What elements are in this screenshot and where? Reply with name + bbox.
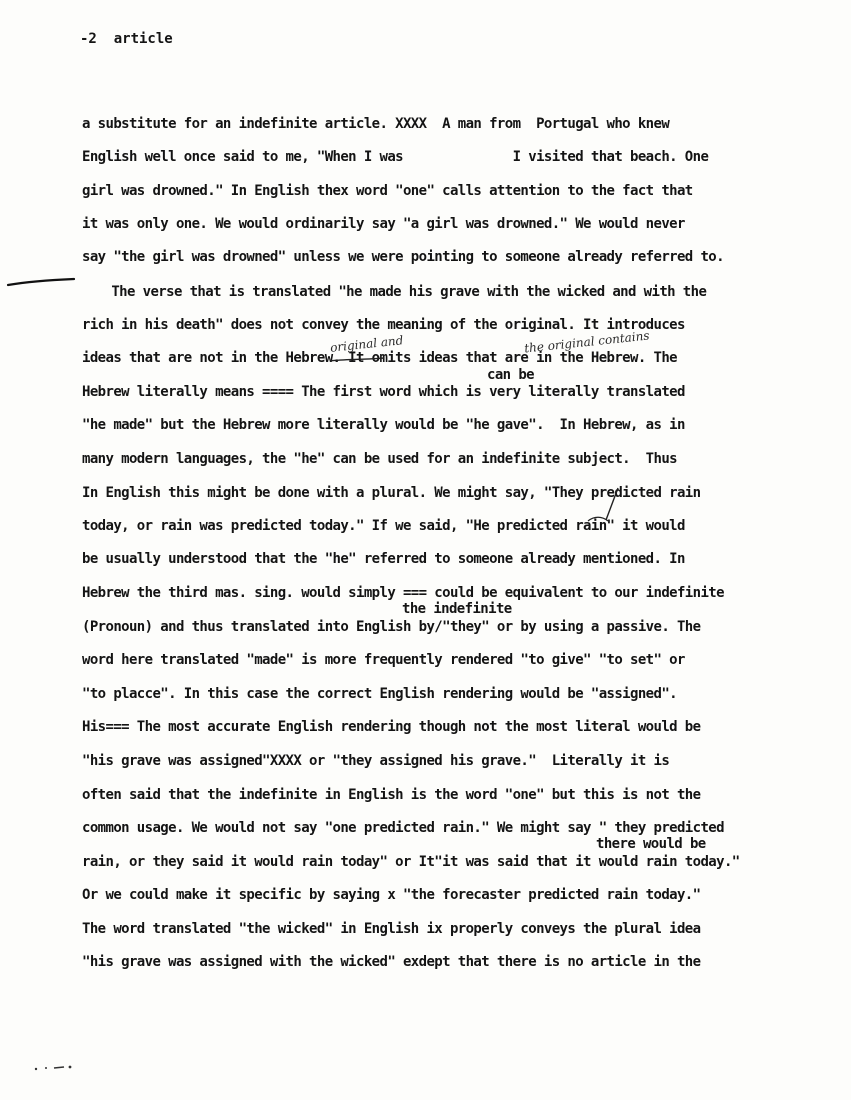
text-line-15: Hebrew the third mas. sing. would simply === could be equivalent to our indefinite <box>82 585 724 601</box>
text-line-9: Hebrew literally means ==== The first word which is very literally translated <box>82 384 685 400</box>
text-line-7: rich in his death" does not convey the meaning of the original. It introduces <box>82 317 685 333</box>
text-line-14: be usually understood that the "he" referred to someone already mentioned. In <box>82 551 685 567</box>
text-line-4: it was only one. We would ordinarily say "a girl was drowned." We would never <box>82 216 685 232</box>
text-line-10: "he made" but the Hebrew more literally would be "he gave". In Hebrew, as in <box>82 417 685 433</box>
text-line-20: "his grave was assigned"XXXX or "they assigned his grave." Literally it is <box>82 753 670 769</box>
handwritten-note-original-and: original and <box>329 333 404 355</box>
text-line-23: rain, or they said it would rain today" or It"it was said that it would rain today." <box>82 854 740 870</box>
text-line-13: today, or rain was predicted today." If we said, "He predicted rain" it would <box>82 518 685 534</box>
scan-specks <box>30 1062 80 1074</box>
text-line-6: The verse that is translated "he made his grave with the wicked and with the <box>80 284 707 300</box>
text-line-25: The word translated "the wicked" in English ix properly conveys the plural idea <box>82 921 701 937</box>
text-line-18: "to placce". In this case the correct English rendering would be "assigned". <box>82 686 677 702</box>
insertion-there-would-be: there would be <box>596 836 706 852</box>
text-line-12: In English this might be done with a plural. We might say, "They predicted rain <box>82 485 701 501</box>
text-line-21: often said that the indefinite in English is the word "one" but this is not the <box>82 787 701 803</box>
text-line-16: (Pronoun) and thus translated into English by/"they" or by using a passive. The <box>82 619 701 635</box>
text-line-3: girl was drowned." In English thex word "one" calls attention to the fact that <box>82 183 693 199</box>
text-line-19: His=== The most accurate English rendering though not the most literal would be <box>82 719 701 735</box>
text-line-5: say "the girl was drowned" unless we were pointing to someone already referred to. <box>82 249 724 265</box>
text-line-8: ideas that are not in the Hebrew. It omits ideas that are in the Hebrew. The <box>82 350 677 366</box>
page-header: -2 article <box>80 31 173 47</box>
insertion-the-indefinite: the indefinite <box>402 601 512 617</box>
margin-pen-mark <box>6 276 76 290</box>
text-line-2: English well once said to me, "When I was I visited that beach. One <box>82 149 709 165</box>
text-line-1: a substitute for an indefinite article. XXXX A man from Portugal who knew <box>82 116 670 132</box>
handwritten-note-original-contains: the original contains <box>523 328 651 356</box>
insertion-can-be: can be <box>487 367 534 383</box>
text-line-11: many modern languages, the "he" can be used for an indefinite subject. Thus <box>82 451 677 467</box>
text-line-22: common usage. We would not say "one predicted rain." We might say " they predicted <box>82 820 724 836</box>
text-line-24: Or we could make it specific by saying x "the forecaster predicted rain today." <box>82 887 701 903</box>
text-line-17: word here translated "made" is more frequently rendered "to give" "to set" or <box>82 652 685 668</box>
text-line-26: "his grave was assigned with the wicked" exdept that there is no article in the <box>82 954 701 970</box>
